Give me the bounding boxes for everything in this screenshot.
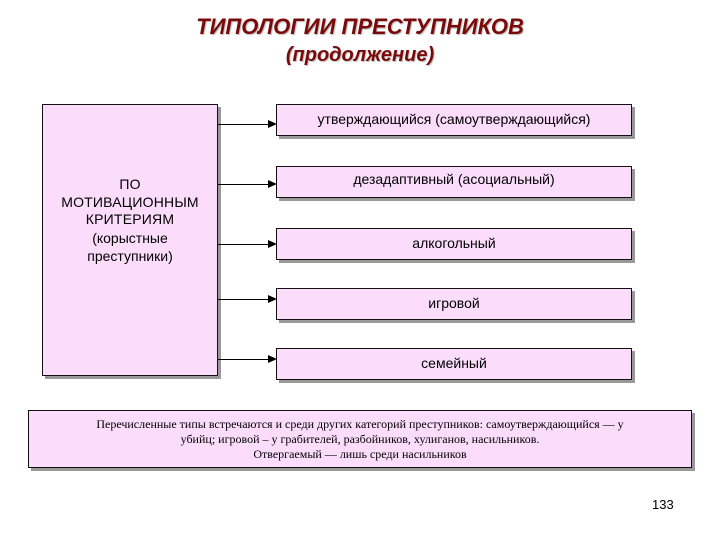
category-line-3: КРИТЕРИЯМ bbox=[85, 211, 175, 227]
category-line-1: ПО bbox=[119, 176, 141, 192]
type-box-alcoholic bbox=[276, 228, 632, 260]
page-subtitle: (продолжение) bbox=[285, 44, 435, 66]
type-box-maladaptive bbox=[276, 166, 632, 198]
page-number: 133 bbox=[652, 497, 674, 512]
footnote-box bbox=[28, 410, 692, 468]
type-box-gaming bbox=[276, 288, 632, 320]
category-sub-2: преступники) bbox=[87, 248, 173, 264]
type-label: алкогольный bbox=[412, 235, 496, 251]
type-box-family bbox=[276, 348, 632, 380]
type-label: дезадаптивный (асоциальный) bbox=[353, 171, 555, 187]
category-sub-1: (корыстные bbox=[92, 229, 168, 246]
category-label bbox=[42, 176, 218, 266]
type-label: семейный bbox=[421, 355, 487, 371]
type-label: игровой bbox=[428, 295, 480, 311]
footnote-line-3: Отвергаемый — лишь среди насильников bbox=[253, 447, 467, 461]
type-box-self-asserting bbox=[276, 104, 632, 136]
type-label: утверждающийся (самоутверждающийся) bbox=[317, 111, 591, 127]
footnote-line-2: убийц; игровой – у грабителей, разбойников, хулиганов, насильников. bbox=[180, 432, 540, 446]
footnote-line-1: Перечисленные типы встречаются и среди других категорий преступников: самоутверждающийся — у bbox=[96, 417, 624, 431]
category-line-2: МОТИВАЦИОННЫМ bbox=[61, 193, 199, 210]
page-title: ТИПОЛОГИИ ПРЕСТУПНИКОВ bbox=[196, 14, 524, 39]
